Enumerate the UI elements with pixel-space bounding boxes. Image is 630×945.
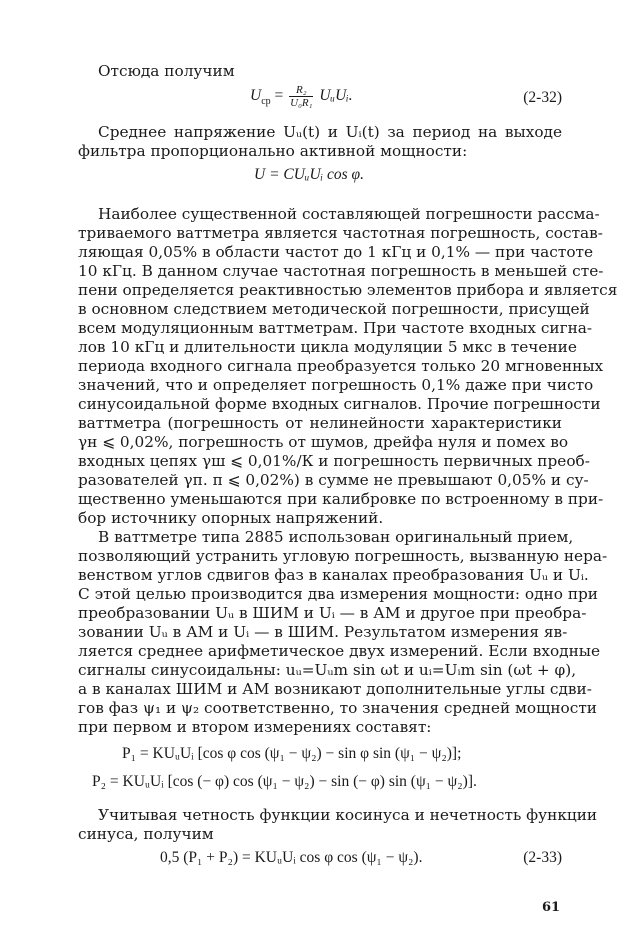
paragraph-line: значений, что и определяет погрешность 0,1% даже при чисто: [78, 376, 594, 394]
paragraph-line: при первом и втором измерениях составят:: [78, 718, 432, 736]
paragraph-line: ваттметра (погрешность от нелинейности характеристики: [78, 414, 562, 432]
paragraph-line: триваемого ваттметра является частотная погрешность, состав-: [78, 224, 603, 242]
paragraph-line: Наиболее существенной составляющей погрешности рассма-: [98, 205, 600, 223]
paragraph-line: 10 кГц. В данном случае частотная погрешность в меньшей сте-: [78, 262, 604, 280]
paragraph-line: С этой целью производится два измерения мощности: одно при: [78, 585, 598, 603]
equation-number-2-32: (2-32): [523, 89, 562, 106]
equation-number-2-33: (2-33): [523, 849, 562, 866]
eq-frac-den: U₀R₁: [290, 97, 313, 109]
paragraph-line: пени определяется реактивностью элементов прибора и является: [78, 281, 618, 299]
equation-p2: P₂ = KUᵤUᵢ [cos (− φ) cos (ψ₁ − ψ₂) − sin (− φ) sin (ψ₁ − ψ₂)].: [92, 773, 477, 790]
paragraph-line: периода входного сигнала преобразуется только 20 мгновенных: [78, 357, 604, 375]
eq-rhs: UᵤUᵢ.: [319, 87, 353, 105]
paragraph-line: всем модуляционным ваттметрам. При частоте входных сигна-: [78, 319, 593, 337]
paragraph-line: щественно уменьшаются при калибровке по встроенному в при-: [78, 490, 604, 508]
paragraph-line: зовании Uᵤ в АМ и Uᵢ — в ШИМ. Результатом измерения яв-: [78, 623, 568, 641]
paragraph-line: в основном следствием методической погрешности, присущей: [78, 300, 590, 318]
paragraph-line: разователей γп. п ⩽ 0,02%) в сумме не превышают 0,05% и су-: [78, 471, 589, 489]
eq-lhs-sub: ср: [261, 96, 271, 108]
paragraph-line: ляется среднее арифметическое двух измерений. Если входные: [78, 642, 601, 660]
paragraph-line: входных цепях γш ⩽ 0,01%/К и погрешность первичных преоб-: [78, 452, 590, 470]
paragraph-line: сигналы синусоидальны: uᵤ=Uᵤm sin ωt и uᵢ=Uᵢm sin (ωt + φ),: [78, 661, 577, 679]
paragraph-line: лов 10 кГц и длительности цикла модуляции 5 мкс в течение: [78, 338, 577, 356]
intro-text: Отсюда получим: [98, 62, 235, 80]
paragraph-line: бор источнику опорных напряжений.: [78, 509, 384, 527]
paragraph-line: гов фаз ψ₁ и ψ₂ соответственно, то значения средней мощности: [78, 699, 597, 717]
equation-2-32: $U_{ср}$ = $\frac{\text{R₂}}{\text{U₀R₁}}$ UᵤUᵢ.: [250, 84, 353, 109]
paragraph-line: Учитывая четность функции косинуса и нечетность функции: [98, 806, 598, 824]
equation-power: U = CUᵤUᵢ cos φ.: [254, 166, 364, 183]
eq-lhs: U: [250, 87, 262, 105]
equation-p1: P₁ = KUᵤUᵢ [cos φ cos (ψ₁ − ψ₂) − sin φ sin (ψ₁ − ψ₂)];: [122, 745, 462, 762]
paragraph-line: преобразовании Uᵤ в ШИМ и Uᵢ — в АМ и другое при преобра-: [78, 604, 587, 622]
paragraph-line: Среднее напряжение Uᵤ(t) и Uᵢ(t) за период на выходе: [98, 123, 562, 141]
paragraph-line: синуса, получим: [78, 825, 214, 843]
eq-frac-num: R₂: [289, 84, 313, 97]
equation-2-33: 0,5 (P₁ + P₂) = KUᵤUᵢ cos φ cos (ψ₁ − ψ₂).: [160, 849, 423, 866]
paragraph-line: фильтра пропорционально активной мощности:: [78, 142, 468, 160]
paragraph-line: В ваттметре типа 2885 использован оригинальный прием,: [98, 528, 574, 546]
paragraph-line: γн ⩽ 0,02%, погрешность от шумов, дрейфа нуля и помех во: [78, 433, 569, 451]
paragraph-line: синусоидальной форме входных сигналов. Прочие погрешности: [78, 395, 601, 413]
paragraph-line: венством углов сдвигов фаз в каналах преобразования Uᵤ и Uᵢ.: [78, 566, 589, 584]
eq-fraction: [289, 84, 313, 109]
paragraph-line: а в каналах ШИМ и АМ возникают дополнительные углы сдви-: [78, 680, 592, 698]
paragraph-line: ляющая 0,05% в области частот до 1 кГц и 0,1% — при частоте: [78, 243, 594, 261]
page-number: 61: [542, 900, 561, 915]
paragraph-line: позволяющий устранить угловую погрешность, вызванную нера-: [78, 547, 608, 565]
